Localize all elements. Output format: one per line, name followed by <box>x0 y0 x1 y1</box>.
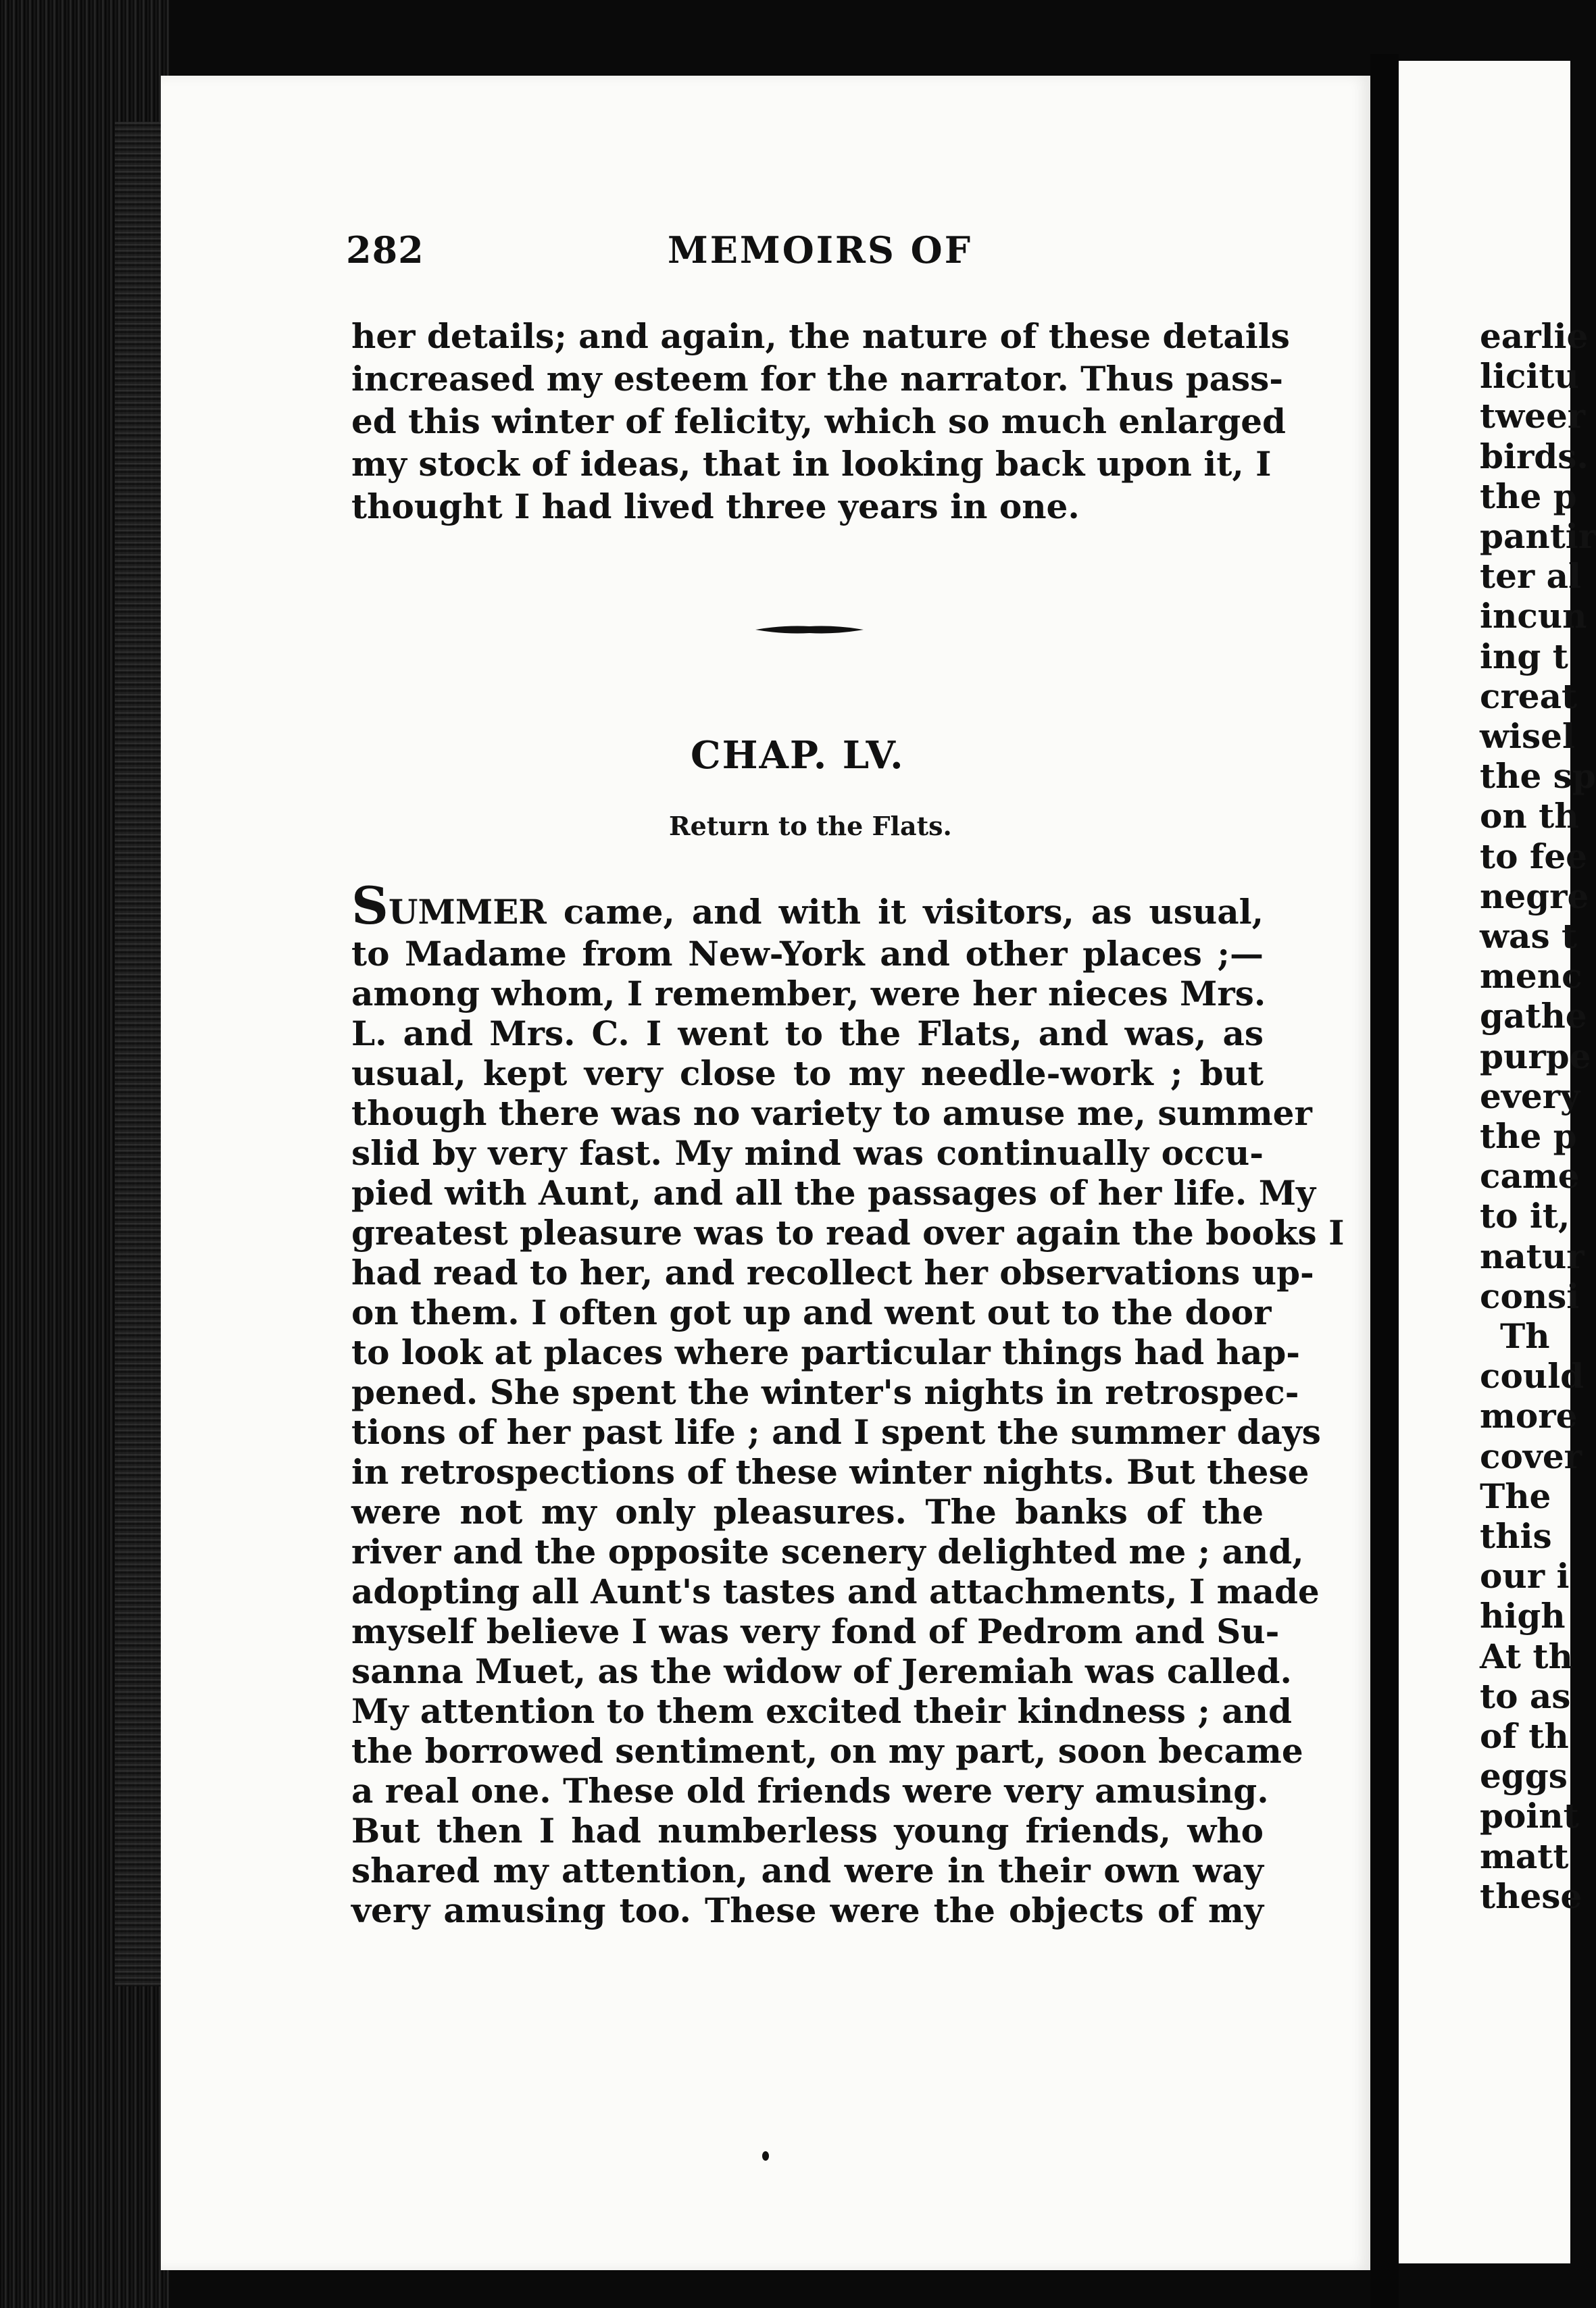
text-line: were not my only pleasures. The banks of the <box>351 1492 1264 1532</box>
text-line: though there was no variety to amuse me, summer <box>351 1093 1312 1133</box>
page-stack-edge <box>115 122 162 1986</box>
right-page-line: came <box>1480 1156 1580 1197</box>
text-line: slid by very fast. My mind was continually occu- <box>351 1133 1264 1173</box>
right-page-line: birds. <box>1480 436 1589 476</box>
right-page-line: of th <box>1480 1716 1569 1756</box>
right-page-line: wisel <box>1480 716 1575 756</box>
text-line: among whom, I remember, were her nieces Mrs. <box>351 974 1266 1013</box>
right-page-line: high <box>1480 1596 1566 1636</box>
text-line: her details; and again, the nature of these details <box>351 316 1290 356</box>
right-page-line: every <box>1480 1076 1580 1116</box>
text-line: a real one. These old friends were very amusing. <box>351 1771 1269 1811</box>
text-line: greatest pleasure was to read over again the books I <box>351 1213 1345 1253</box>
text-line: had read to her, and recollect her observations up- <box>351 1253 1314 1293</box>
right-page-line: could <box>1480 1356 1585 1397</box>
right-page-line: menc <box>1480 956 1582 997</box>
text-line: shared my attention, and were in their own way <box>351 1851 1264 1890</box>
right-page-line: negre <box>1480 876 1589 916</box>
right-page-line: tweer <box>1480 396 1586 436</box>
drop-cap: S <box>351 876 389 936</box>
text-line: But then I had numberless young friends, who <box>351 1811 1264 1851</box>
text-line: ed this winter of felicity, which so much enlarged <box>351 401 1287 441</box>
right-page-line: creat <box>1480 676 1578 716</box>
text-line: my stock of ideas, that in looking back upon it, I <box>351 444 1272 484</box>
text-line: usual, kept very close to my needle-work ; but <box>351 1053 1264 1093</box>
text-line: river and the opposite scenery delighted me ; and, <box>351 1532 1304 1572</box>
section-ornament <box>755 622 864 637</box>
chapter-subtitle: Return to the Flats. <box>669 811 952 841</box>
right-page-line: ing t <box>1480 636 1568 676</box>
text-line: on them. I often got up and went out to the door <box>351 1293 1272 1332</box>
right-page-line: the p <box>1480 1116 1577 1156</box>
right-page-line: point <box>1480 1796 1579 1836</box>
text-line: L. and Mrs. C. I went to the Flats, and was, as <box>351 1013 1264 1053</box>
right-page-line: purpe <box>1480 1036 1591 1076</box>
right-page-line: The <box>1480 1476 1551 1516</box>
text-line: in retrospections of these winter nights. But these <box>351 1452 1310 1492</box>
first-line <box>351 876 1264 936</box>
right-page-line: on th <box>1480 796 1579 836</box>
right-page <box>1399 61 1596 2263</box>
text-line: to Madame from New-York and other places ;— <box>351 934 1264 974</box>
right-page-line: licitu <box>1480 356 1579 397</box>
right-page-line: to it, <box>1480 1196 1570 1236</box>
text-line: tions of her past life ; and I spent the summer days <box>351 1412 1321 1452</box>
right-page-line: to as <box>1480 1676 1571 1716</box>
page-gutter <box>1370 54 1399 2308</box>
right-page-line: cover <box>1480 1436 1582 1476</box>
right-page-line: the p <box>1480 476 1577 516</box>
right-page-line: incun <box>1480 596 1587 636</box>
text-line: to look at places where particular things had hap- <box>351 1332 1301 1372</box>
text-line: increased my esteem for the narrator. Thus pass- <box>351 359 1284 399</box>
ink-speck <box>762 2151 769 2161</box>
right-page-line: Th <box>1500 1316 1550 1356</box>
right-page-line: gathe <box>1480 996 1587 1036</box>
right-page-line: ter al <box>1480 556 1582 597</box>
text-line: very amusing too. These were the objects of my <box>351 1890 1264 1930</box>
right-page-line: to fee <box>1480 836 1587 876</box>
right-page-line: matt <box>1480 1836 1569 1876</box>
running-head: MEMOIRS OF <box>668 228 973 272</box>
right-page-line: these <box>1480 1876 1582 1916</box>
text-line: My attention to them excited their kindness ; and <box>351 1691 1292 1731</box>
text-line: myself believe I was very fond of Pedrom and Su- <box>351 1611 1280 1651</box>
right-page-line: the sp <box>1480 756 1596 797</box>
right-page-line: At th <box>1480 1636 1573 1676</box>
right-page-line: earlie <box>1480 316 1589 356</box>
page-number: 282 <box>346 228 424 272</box>
chapter-heading: CHAP. LV. <box>691 733 905 778</box>
text-line: thought I had lived three years in one. <box>351 486 1080 526</box>
right-page-line: pantir <box>1480 516 1596 556</box>
right-page-line: our i <box>1480 1556 1570 1597</box>
text-line: pened. She spent the winter's nights in retrospec- <box>351 1372 1299 1412</box>
right-page-line: consi <box>1480 1276 1580 1316</box>
text-line: adopting all Aunt's tastes and attachments, I made <box>351 1572 1320 1611</box>
right-page-line: more <box>1480 1396 1578 1436</box>
text-line: the borrowed sentiment, on my part, soon became <box>351 1731 1303 1771</box>
right-page-line: natur <box>1480 1236 1585 1276</box>
right-page-line: was t <box>1480 916 1578 956</box>
right-page-line: this <box>1480 1516 1552 1556</box>
right-page-line: eggs <box>1480 1756 1568 1797</box>
first-line-text: UMMER came, and with it visitors, as usual, <box>388 892 1264 932</box>
text-line: sanna Muet, as the widow of Jeremiah was called. <box>351 1651 1292 1691</box>
text-line: pied with Aunt, and all the passages of her life. My <box>351 1173 1316 1213</box>
